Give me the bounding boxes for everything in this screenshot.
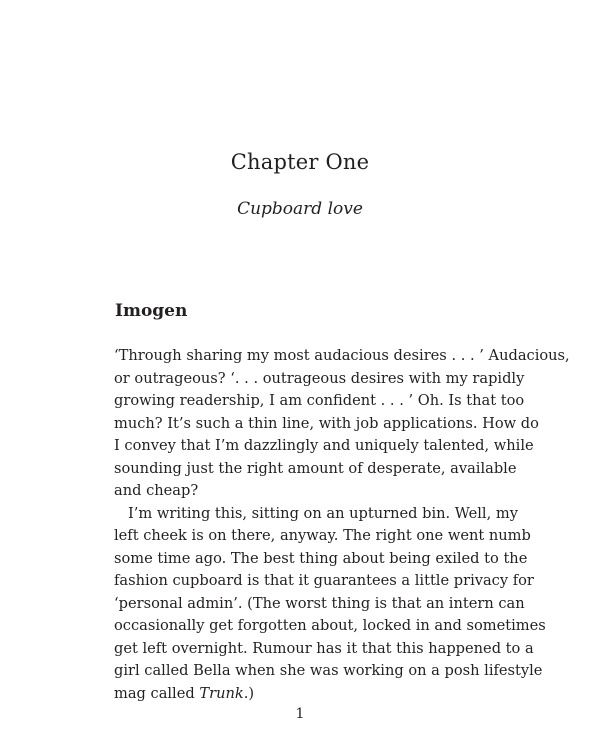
chapter-subtitle: Cupboard love <box>237 199 363 219</box>
text-line: get left overnight. Rumour has it that this happened to a <box>114 639 534 657</box>
text-fragment: mag called <box>114 684 200 702</box>
chapter-title: Chapter One <box>230 150 370 174</box>
section-heading: Imogen <box>115 301 188 321</box>
body-text <box>114 345 570 705</box>
text-fragment: .) <box>243 684 255 702</box>
text-line: I convey that I’m dazzlingly and uniquely talented, while <box>114 437 534 454</box>
text-line: and cheap? <box>114 482 199 499</box>
text-line-final <box>114 683 497 706</box>
text-line: left cheek is on there, anyway. The right one went numb <box>114 527 531 544</box>
text-line: girl called Bella when she was working on a posh lifestyle <box>114 662 543 679</box>
text-line: fashion cupboard is that it guarantees a little privacy for <box>114 572 534 589</box>
page-number: 1 <box>295 706 305 722</box>
text-line: some time ago. The best thing about being exiled to the <box>114 549 528 567</box>
text-line: or outrageous? ‘. . . outrageous desires with my rapidly <box>114 369 525 387</box>
text-line: ‘personal admin’. (The worst thing is that an intern can <box>114 594 525 612</box>
text-line: growing readership, I am confident . . . ’ Oh. Is that too <box>114 392 525 409</box>
text-line: much? It’s such a thin line, with job applications. How do <box>114 414 539 432</box>
text-line: sounding just the right amount of desperate, available <box>114 459 517 477</box>
text-line: I’m writing this, sitting on an upturned bin. Well, my <box>128 504 518 522</box>
magazine-title: Trunk <box>199 684 244 702</box>
text-line: ‘Through sharing my most audacious desires . . . ’ Audacious, <box>114 347 570 364</box>
text-line: occasionally get forgotten about, locked in and sometimes <box>114 617 546 634</box>
